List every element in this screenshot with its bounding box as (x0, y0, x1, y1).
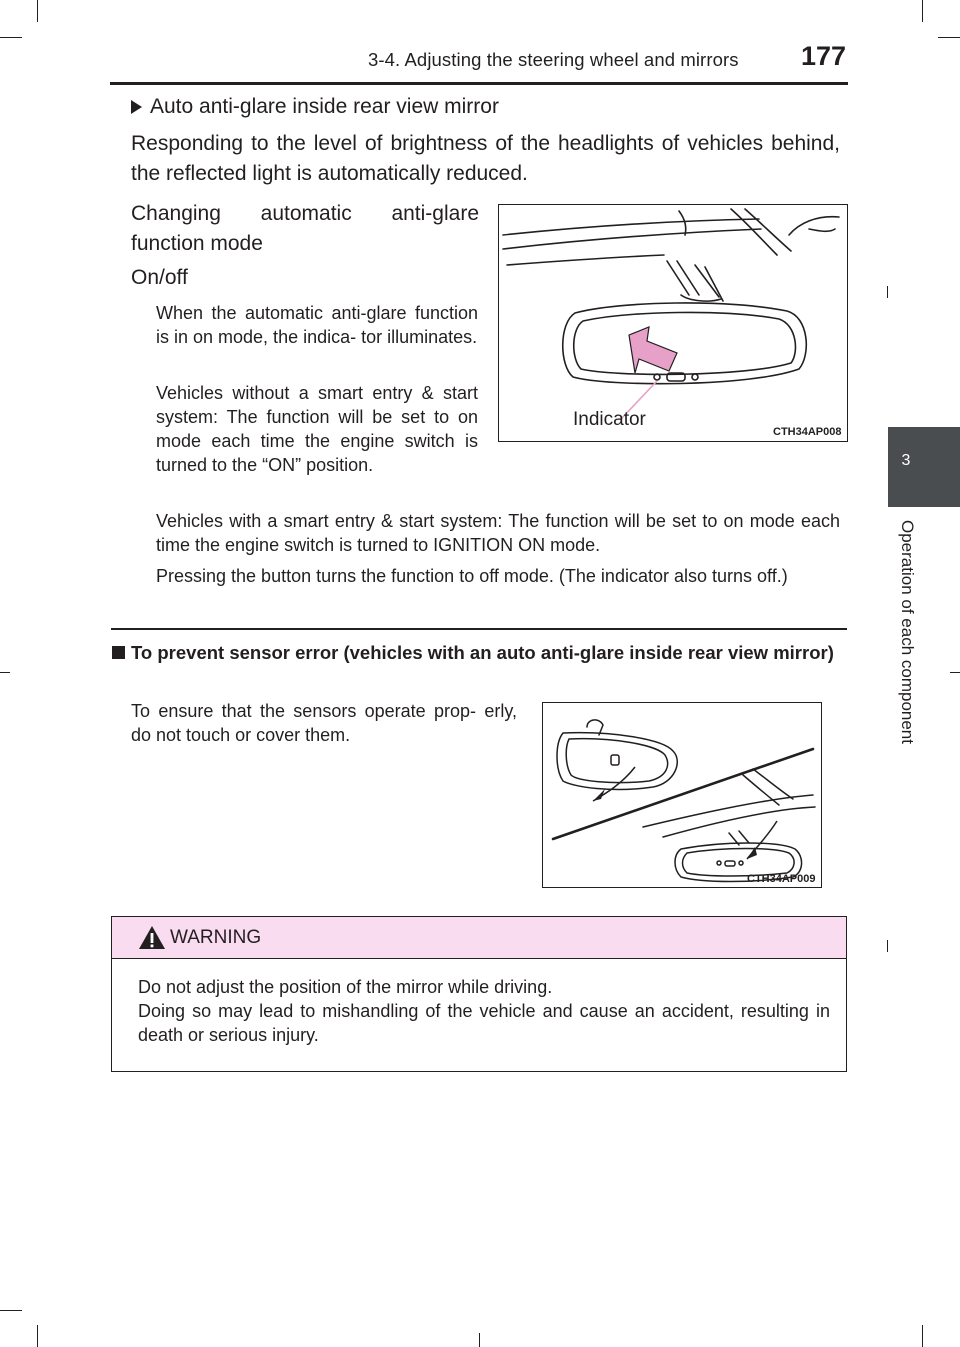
crop-mark (938, 37, 960, 38)
crop-mark (922, 0, 923, 22)
crop-mark (479, 1333, 480, 1347)
figure-code: CTH34AP009 (747, 873, 816, 885)
sensor-paragraph: To ensure that the sensors operate prop- erly, do not touch or cover them. (131, 701, 517, 745)
warning-body (138, 975, 830, 1047)
mirror-illustration (499, 205, 847, 441)
chapter-title: Operation of each component (898, 520, 917, 744)
sensor-figure (542, 702, 822, 888)
warning-box (111, 916, 847, 1072)
sensor-section-heading: To prevent sensor error (vehicles with an auto anti-glare inside rear view mirror) (112, 641, 848, 665)
tab-tick (887, 286, 888, 298)
intro-paragraph: Responding to the level of brightness of the headlights of vehicles behind, the reflected light is automatically reduced. (131, 132, 840, 185)
mode-heading: Changing automatic anti-glare function mode (131, 202, 479, 255)
mirror-indicator-figure (498, 204, 848, 442)
crop-mark (0, 672, 10, 673)
triangle-bullet-icon (131, 100, 142, 114)
crop-mark (0, 37, 22, 38)
crop-mark (0, 1310, 22, 1311)
crop-mark (37, 0, 38, 22)
tab-tick (887, 940, 888, 952)
crop-mark (37, 1325, 38, 1347)
no-smart-entry-paragraph: Vehicles without a smart entry & start system: The function will be set to on mode each time the engine switch is turned to the “ON” position. (156, 383, 478, 475)
square-bullet-icon (112, 646, 125, 659)
warning-title: WARNING (170, 927, 262, 948)
crop-mark (950, 672, 960, 673)
figure-code: CTH34AP008 (773, 426, 842, 438)
warning-triangle-icon (138, 925, 166, 950)
sensor-illustration (543, 703, 821, 887)
header-rule (110, 82, 848, 85)
smart-entry-paragraph: Vehicles with a smart entry & start system: The function will be set to on mode each time the engine switch is turned to IGNITION ON mode. (156, 511, 840, 555)
indicator-label: Indicator (573, 409, 646, 430)
warning-line-2: Doing so may lead to mishandling of the vehicle and cause an accident, resulting in death or serious injury. (138, 1001, 830, 1045)
section-title: 3-4. Adjusting the steering wheel and mirrors (368, 49, 739, 70)
off-mode-paragraph: Pressing the button turns the function to off mode. (The indicator also turns off.) (156, 566, 788, 586)
feature-heading: Auto anti-glare inside rear view mirror (131, 95, 499, 119)
warning-line-1: Do not adjust the position of the mirror while driving. (138, 977, 553, 997)
indicator-paragraph: When the automatic anti-glare function is in on mode, the indica- tor illuminates. (156, 303, 478, 347)
warning-header (112, 917, 846, 959)
page-number: 177 (801, 41, 847, 71)
chapter-number: 3 (901, 452, 911, 469)
section-rule (111, 628, 847, 630)
onoff-heading: On/off (131, 266, 188, 289)
crop-mark (922, 1325, 923, 1347)
